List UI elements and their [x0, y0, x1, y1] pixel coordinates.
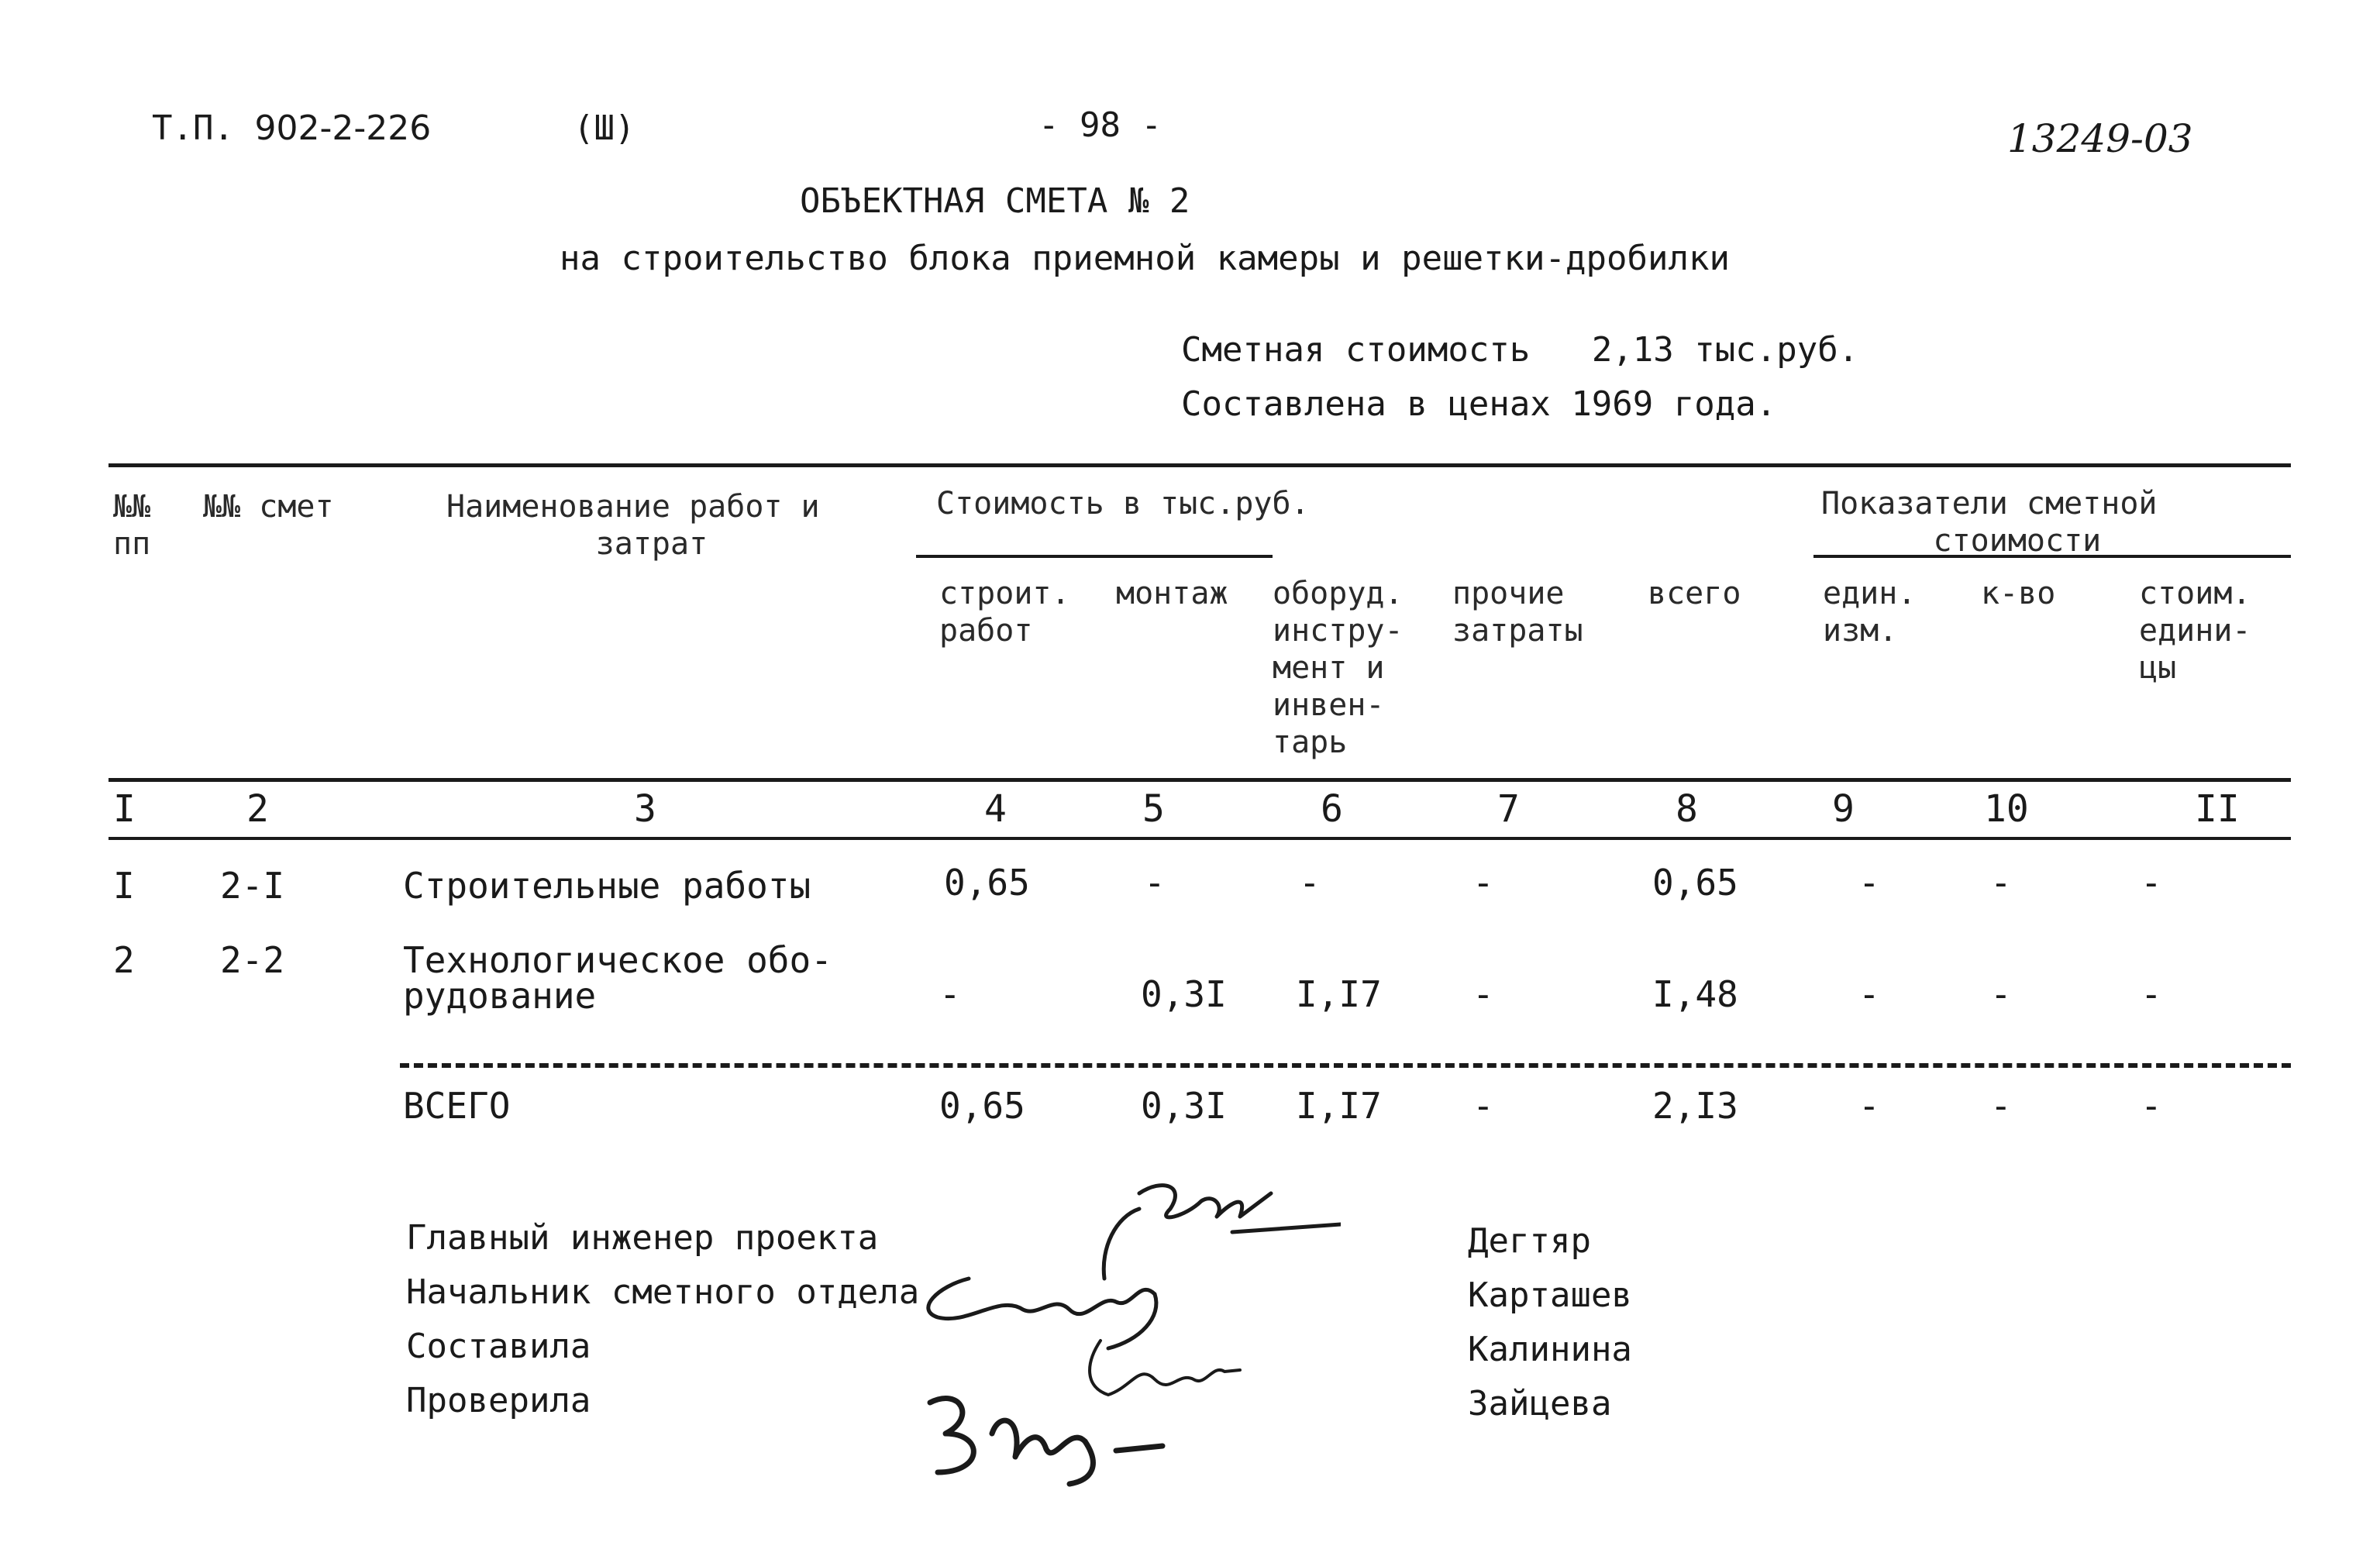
equipment-cost: -	[1299, 862, 1321, 904]
column-number: 9	[1832, 787, 1855, 831]
estimated-cost-value: 2,13 тыс.руб.	[1591, 330, 1859, 370]
cost-group-underline	[916, 555, 1273, 558]
header-work-name: Наименование работ и затрат	[446, 489, 820, 562]
unit-cost: -	[2141, 973, 2162, 1015]
reference-number: 13249-03	[2007, 116, 2193, 161]
document-title: ОБЪЕКТНАЯ СМЕТА № 2	[800, 181, 1190, 221]
work-name: Строительные работы	[403, 865, 811, 907]
column-number: 6	[1321, 787, 1343, 831]
header-unit-cost: стоим. едини- цы	[2139, 576, 2251, 686]
header-construction: строит. работ	[939, 576, 1070, 649]
column-number: 7	[1497, 787, 1520, 831]
header-cost-group: Стоимость в тыс.руб.	[936, 486, 1310, 522]
total-cost: I,48	[1652, 973, 1738, 1015]
column-number: 3	[634, 787, 656, 831]
header-total: всего	[1648, 576, 1741, 611]
column-number: II	[2195, 787, 2240, 831]
header-equipment: оборуд. инстру- мент и инвен- тарь	[1273, 576, 1404, 760]
estimated-cost-label: Сметная стоимость	[1181, 330, 1531, 370]
header-other-costs: прочие затраты	[1452, 576, 1583, 649]
work-name-continued: рудование	[403, 975, 597, 1017]
total-cost: 2,I3	[1652, 1085, 1738, 1127]
estimate-number: 2-2	[220, 939, 285, 981]
signature-head-estimating	[928, 1279, 1156, 1348]
construction-cost: -	[939, 973, 961, 1015]
construction-cost: 0,65	[939, 1085, 1025, 1127]
column-number: 2	[246, 787, 269, 831]
total-label: ВСЕГО	[403, 1085, 511, 1127]
total-separator-dashed	[400, 1063, 2291, 1068]
header-quantity: к-во	[1981, 576, 2056, 611]
unit-cost: -	[2141, 862, 2162, 904]
project-code	[152, 108, 431, 148]
column-number: 8	[1676, 787, 1698, 831]
handwritten-signatures	[907, 1162, 1341, 1488]
column-number: 10	[1984, 787, 2029, 831]
installation-cost: -	[1144, 862, 1166, 904]
column-number: 5	[1142, 787, 1165, 831]
unit: -	[1858, 973, 1880, 1015]
page-number: - 98 -	[1038, 105, 1162, 145]
unit: -	[1858, 862, 1880, 904]
unit: -	[1858, 1085, 1880, 1127]
estimated-cost	[1181, 330, 1858, 370]
signatory-name: Карташев	[1468, 1275, 1632, 1315]
signature-role: Начальник сметного отдела	[406, 1272, 920, 1312]
row-number: I	[113, 865, 135, 907]
total-cost: 0,65	[1652, 862, 1738, 904]
column-number: 4	[984, 787, 1007, 831]
signature-role: Главный инженер проекта	[406, 1218, 879, 1258]
header-estimate-number: №№ смет	[203, 489, 334, 525]
quantity: -	[1990, 973, 2012, 1015]
quantity: -	[1990, 862, 2012, 904]
document-subtitle: на строительство блока приемной камеры и решетки-дробилки	[560, 239, 1730, 278]
installation-cost: 0,3I	[1141, 1085, 1227, 1127]
tp-code: 902-2-226	[254, 108, 432, 148]
header-row-number: №№ пп	[113, 489, 151, 562]
signatory-name: Дегтяр	[1468, 1221, 1591, 1261]
header-indicators-group: Показатели сметной стоимости	[1821, 486, 2158, 559]
column-numbers-rule	[108, 837, 2291, 840]
other-cost: -	[1472, 973, 1494, 1015]
other-cost: -	[1472, 862, 1494, 904]
column-number: I	[113, 787, 136, 831]
header-bottom-rule	[108, 778, 2291, 782]
signature-role: Составила	[406, 1327, 591, 1366]
equipment-cost: I,I7	[1296, 1085, 1382, 1127]
sheet-marker: (Ш)	[573, 108, 635, 148]
price-year-note: Составлена в ценах 1969 года.	[1181, 384, 1777, 424]
header-unit: един. изм.	[1823, 576, 1917, 649]
signatory-name: Калинина	[1468, 1330, 1632, 1369]
estimate-number: 2-I	[220, 865, 285, 907]
signature-chief-engineer	[1104, 1186, 1341, 1279]
header-installation: монтаж	[1116, 576, 1228, 611]
signature-checker	[930, 1399, 1162, 1484]
installation-cost: 0,3I	[1141, 973, 1227, 1015]
construction-cost: 0,65	[944, 862, 1030, 904]
signatory-name: Зайцева	[1468, 1384, 1612, 1423]
quantity: -	[1990, 1085, 2012, 1127]
table-top-rule	[108, 463, 2291, 467]
other-cost: -	[1472, 1085, 1494, 1127]
row-number: 2	[113, 939, 135, 981]
unit-cost: -	[2141, 1085, 2162, 1127]
work-name: Технологическое обо-	[403, 939, 832, 981]
equipment-cost: I,I7	[1296, 973, 1382, 1015]
tp-label: Т.П.	[152, 108, 234, 148]
signature-role: Проверила	[406, 1381, 591, 1420]
